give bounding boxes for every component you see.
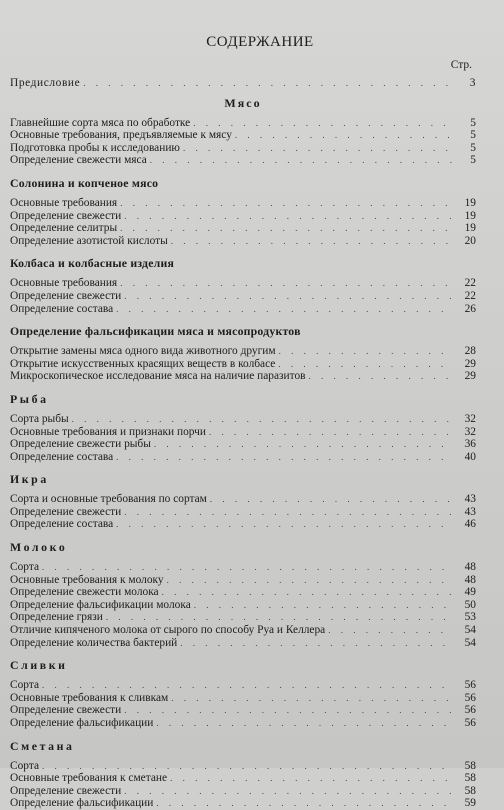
dot-leader xyxy=(154,438,452,451)
toc-entry xyxy=(10,413,476,426)
dot-leader xyxy=(124,704,452,717)
toc-entry-page: 58 xyxy=(464,759,476,772)
toc-entry-page: 58 xyxy=(464,772,476,785)
toc-entry xyxy=(10,345,476,358)
toc-entry xyxy=(10,493,476,506)
toc-entry-title: Основные требования xyxy=(10,196,118,209)
dot-leader xyxy=(120,222,452,235)
toc-entry-page: 49 xyxy=(464,586,476,599)
toc-entry-title: Определение состава xyxy=(10,450,114,463)
section-heading: Мясо xyxy=(224,95,262,110)
toc-entry-title: Сорта рыбы xyxy=(10,412,69,425)
toc-entry xyxy=(10,303,476,316)
page-title: СОДЕРЖАНИЕ xyxy=(206,34,314,50)
dot-leader xyxy=(124,210,452,223)
toc-entry xyxy=(10,679,476,692)
toc-entry-page: 20 xyxy=(464,234,476,247)
section-heading: Молоко xyxy=(10,540,68,555)
toc-entry-page: 3 xyxy=(469,77,476,89)
dot-leader xyxy=(106,611,452,624)
toc-entry-page: 5 xyxy=(470,116,476,129)
dot-leader xyxy=(120,277,452,290)
toc-entry-page: 19 xyxy=(464,222,476,235)
dot-leader xyxy=(194,599,452,612)
toc-entry-title: Основные требования к сметане xyxy=(10,772,168,785)
toc-section xyxy=(10,324,476,383)
toc-entry xyxy=(10,561,476,574)
toc-entry-page: 32 xyxy=(464,412,476,425)
toc-entry-page: 22 xyxy=(464,277,476,290)
toc-entry xyxy=(10,772,476,785)
toc-entry-title: Сорта xyxy=(10,759,40,772)
toc-entry-page: 43 xyxy=(464,505,476,518)
toc-entry-title: Определение свежести xyxy=(10,704,122,717)
toc-entry xyxy=(10,760,476,773)
toc-entry-title: Определение свежести мяса xyxy=(10,154,147,167)
toc-entry-page: 58 xyxy=(464,784,476,797)
toc-entry-title: Определение свежести xyxy=(10,505,122,518)
page-column-label: Стр. xyxy=(450,59,472,71)
toc-entry-page: 28 xyxy=(464,345,476,358)
toc-entry-page: 46 xyxy=(464,518,476,531)
dot-leader xyxy=(209,426,452,439)
dot-leader xyxy=(162,586,452,599)
toc-section xyxy=(10,96,476,167)
dot-leader xyxy=(167,574,452,587)
dot-leader xyxy=(278,358,452,371)
toc-entry-title: Отличие кипяченого молока от сырого по способу Руа и Келлера xyxy=(10,624,326,637)
toc-entry-title: Сорта и основные требования по сортам xyxy=(10,493,207,506)
dot-leader xyxy=(42,679,452,692)
toc-entry-title: Определение фальсификации молока xyxy=(10,598,191,611)
dot-leader xyxy=(83,77,452,90)
dot-leader xyxy=(279,345,452,358)
toc-entry-page: 40 xyxy=(464,450,476,463)
toc-entry-page: 59 xyxy=(464,797,476,810)
toc-entry xyxy=(10,586,476,599)
toc-entry xyxy=(10,451,476,464)
toc-entry-title: Определение свежести xyxy=(10,289,122,302)
dot-leader xyxy=(171,235,452,248)
toc-entry-page: 19 xyxy=(464,196,476,209)
dot-leader xyxy=(42,760,452,773)
table-of-contents xyxy=(10,96,476,810)
toc-entry-title: Открытие искусственных красящих веществ в колбасе xyxy=(10,357,276,370)
toc-entry-page: 19 xyxy=(464,209,476,222)
toc-entry-title: Определение свежести xyxy=(10,784,122,797)
dot-leader xyxy=(210,493,452,506)
toc-entry xyxy=(10,438,476,451)
dot-leader xyxy=(116,451,452,464)
toc-entry-title: Основные требования, предъявляемые к мясу xyxy=(10,129,232,142)
toc-entry-title: Главнейшие сорта мяса по обработке xyxy=(10,116,191,129)
toc-entry-title: Основные требования и признаки порчи xyxy=(10,425,207,438)
toc-entry-title: Определение состава xyxy=(10,518,114,531)
toc-section xyxy=(10,540,476,649)
section-heading: Сметана xyxy=(10,738,75,753)
toc-entry-page: 22 xyxy=(464,289,476,302)
toc-entry xyxy=(10,117,476,130)
toc-entry-title: Определение состава xyxy=(10,302,114,315)
dot-leader xyxy=(180,637,452,650)
toc-entry-page: 5 xyxy=(470,129,476,142)
toc-entry xyxy=(10,277,476,290)
toc-entry-preface xyxy=(10,77,476,90)
toc-entry xyxy=(10,692,476,705)
dot-leader xyxy=(171,692,452,705)
toc-entry xyxy=(10,574,476,587)
toc-entry-title: Основные требования к сливкам xyxy=(10,691,169,704)
dot-leader xyxy=(116,303,452,316)
dot-leader xyxy=(235,129,452,142)
toc-entry xyxy=(10,235,476,248)
toc-section xyxy=(10,176,476,247)
section-heading: Рыба xyxy=(10,391,49,406)
toc-entry-page: 5 xyxy=(470,141,476,154)
toc-entry-page: 48 xyxy=(464,573,476,586)
dot-leader xyxy=(193,117,452,130)
toc-section xyxy=(10,256,476,315)
toc-entry xyxy=(10,797,476,810)
toc-entry xyxy=(10,142,476,155)
section-heading: Определение фальсификации мяса и мясопродуктов xyxy=(10,324,301,339)
dot-leader xyxy=(156,717,452,730)
toc-entry-page: 56 xyxy=(464,679,476,692)
toc-section xyxy=(10,472,476,531)
dot-leader xyxy=(124,785,452,798)
toc-section xyxy=(10,739,476,810)
toc-section xyxy=(10,658,476,729)
toc-entry xyxy=(10,154,476,167)
toc-entry-page: 29 xyxy=(464,357,476,370)
toc-entry xyxy=(10,210,476,223)
toc-entry-page: 5 xyxy=(470,154,476,167)
toc-entry xyxy=(10,624,476,637)
dot-leader xyxy=(124,290,452,303)
toc-entry-page: 32 xyxy=(464,425,476,438)
toc-entry xyxy=(10,599,476,612)
dot-leader xyxy=(116,518,452,531)
toc-entry xyxy=(10,197,476,210)
toc-entry-page: 36 xyxy=(464,438,476,451)
toc-entry-title: Определение свежести молока xyxy=(10,586,159,599)
toc-entry-page: 53 xyxy=(464,611,476,624)
toc-entry-page: 56 xyxy=(464,691,476,704)
dot-leader xyxy=(42,561,452,574)
toc-entry xyxy=(10,637,476,650)
toc-entry-page: 43 xyxy=(464,493,476,506)
toc-entry-title: Определение свежести рыбы xyxy=(10,438,151,451)
toc-entry-title: Предисловие xyxy=(10,77,81,89)
toc-entry-title: Основные требования xyxy=(10,277,118,290)
toc-entry xyxy=(10,785,476,798)
dot-leader xyxy=(170,772,452,785)
section-heading: Икра xyxy=(10,472,49,487)
toc-entry xyxy=(10,290,476,303)
toc-entry xyxy=(10,129,476,142)
toc-entry-page: 50 xyxy=(464,598,476,611)
dot-leader xyxy=(120,197,452,210)
toc-entry-title: Определение селитры xyxy=(10,222,118,235)
toc-entry-title: Основные требования к молоку xyxy=(10,573,164,586)
toc-entry-title: Определение грязи xyxy=(10,611,103,624)
toc-entry-title: Подготовка пробы к исследованию xyxy=(10,141,180,154)
toc-entry-page: 26 xyxy=(464,302,476,315)
toc-entry-title: Сорта xyxy=(10,561,40,574)
toc-entry-page: 54 xyxy=(464,624,476,637)
toc-entry xyxy=(10,611,476,624)
dot-leader xyxy=(328,624,452,637)
dot-leader xyxy=(183,142,452,155)
toc-entry-page: 56 xyxy=(464,704,476,717)
toc-entry-page: 29 xyxy=(464,370,476,383)
dot-leader xyxy=(124,506,452,519)
dot-leader xyxy=(156,797,452,810)
toc-entry xyxy=(10,370,476,383)
toc-entry-title: Определение количества бактерий xyxy=(10,636,178,649)
toc-entry-page: 54 xyxy=(464,636,476,649)
toc-entry-title: Определение фальсификации xyxy=(10,717,154,729)
dot-leader xyxy=(150,154,452,167)
toc-entry-title: Определение фальсификации xyxy=(10,797,154,810)
toc-entry xyxy=(10,704,476,717)
section-heading: Колбаса и колбасные изделия xyxy=(10,256,175,271)
section-heading: Солонина и копченое мясо xyxy=(10,175,159,190)
toc-entry xyxy=(10,358,476,371)
toc-entry-title: Определение азотистой кислоты xyxy=(10,234,168,247)
toc-entry xyxy=(10,222,476,235)
toc-entry-page: 56 xyxy=(464,717,476,729)
toc-entry-title: Определение свежести xyxy=(10,209,122,222)
toc-entry xyxy=(10,426,476,439)
toc-entry xyxy=(10,506,476,519)
section-heading: Сливки xyxy=(10,658,68,673)
toc-entry-page: 48 xyxy=(464,561,476,574)
toc-entry-title: Микроскопическое исследование мяса на наличие паразитов xyxy=(10,370,306,383)
dot-leader xyxy=(72,413,452,426)
toc-entry xyxy=(10,518,476,531)
toc-section xyxy=(10,392,476,463)
dot-leader xyxy=(309,370,452,383)
toc-entry-title: Сорта xyxy=(10,679,40,692)
toc-entry-title: Открытие замены мяса одного вида животного другим xyxy=(10,345,276,358)
toc-entry xyxy=(10,717,476,730)
